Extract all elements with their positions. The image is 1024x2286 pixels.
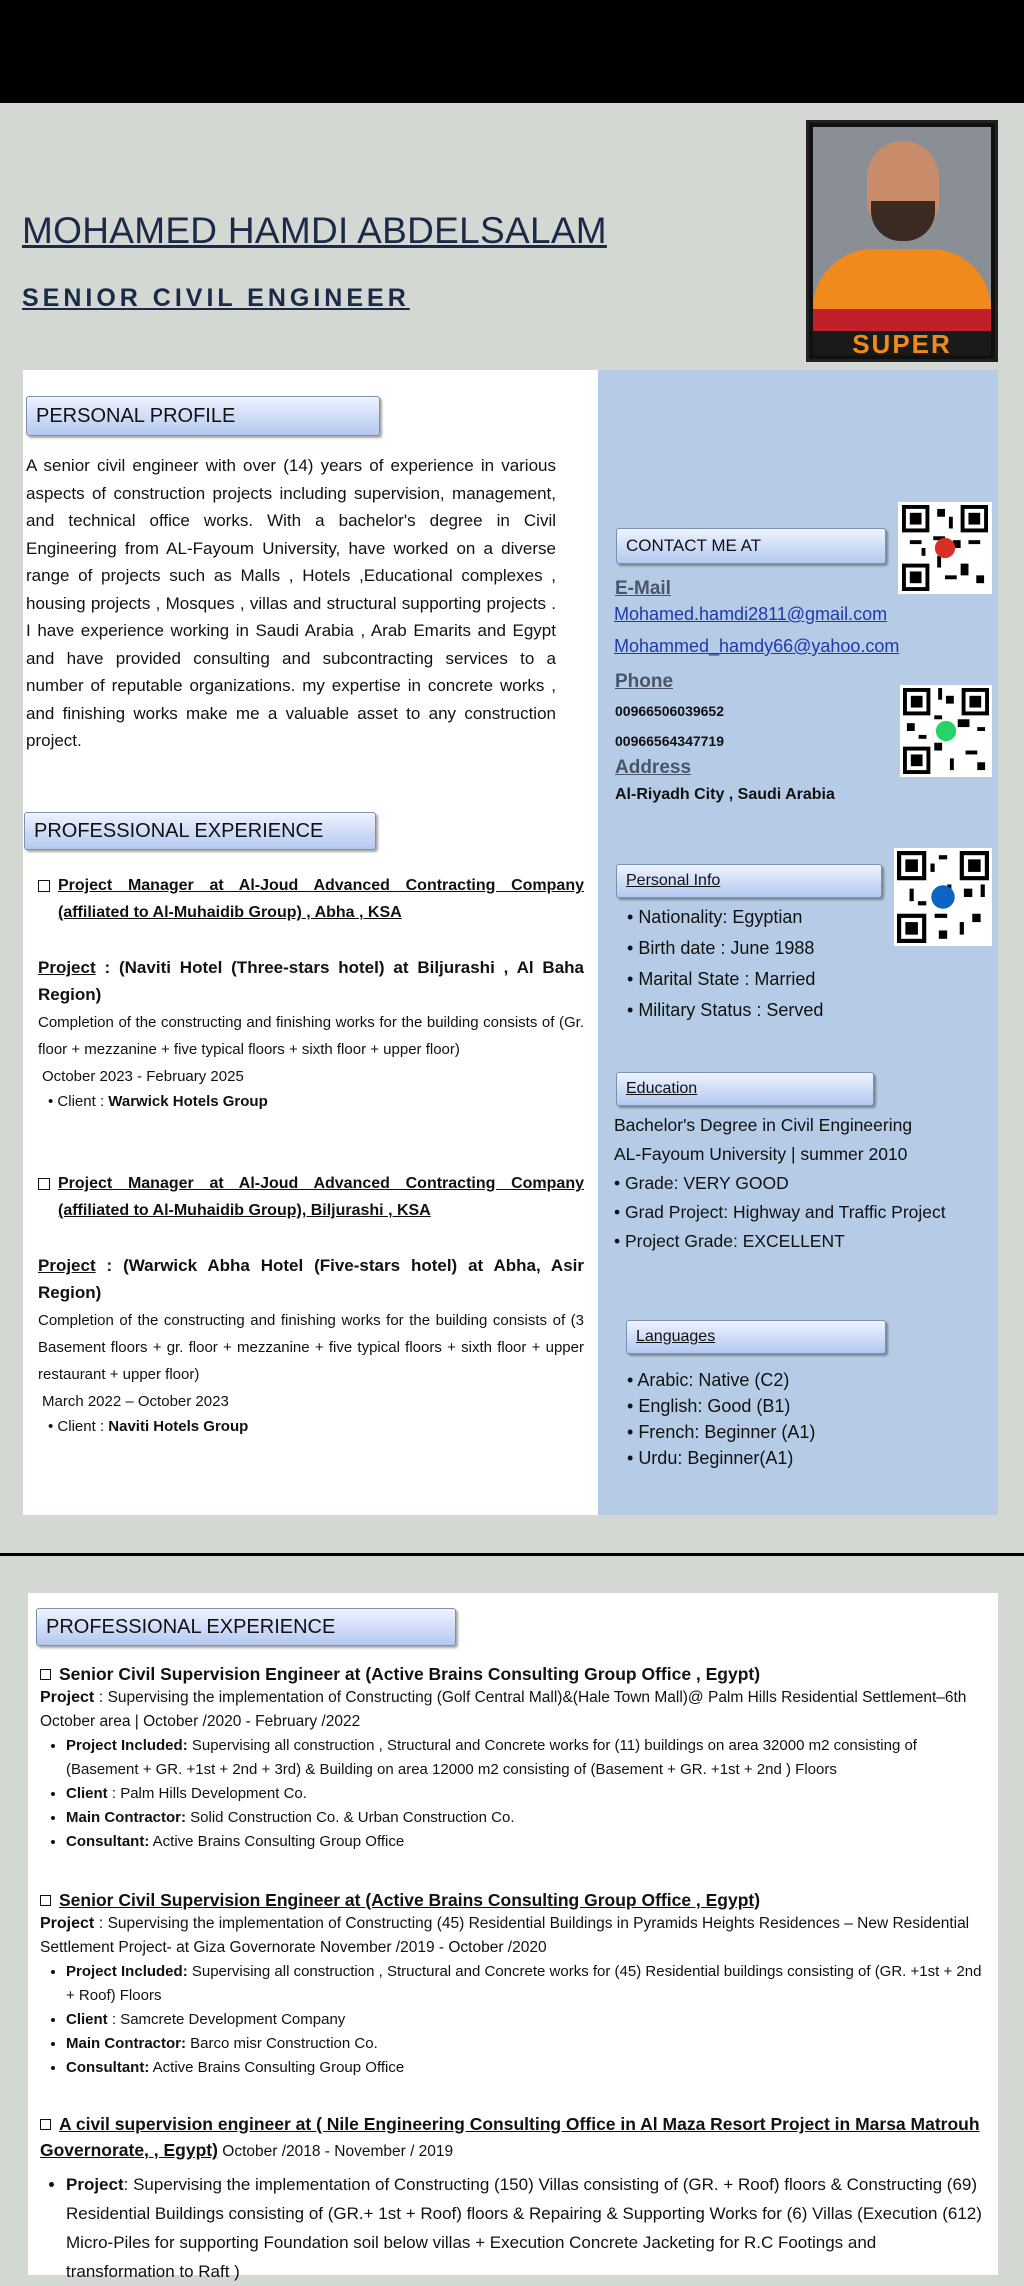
job-title: Project Manager at Al-Joud Advanced Contracting Company (affiliated to Al-Muhaidib Group) , Abha , KSA <box>58 877 584 921</box>
military-status-text: Military Status : Served <box>638 1000 824 1020</box>
phone-number-1: 00966506039652 <box>615 703 725 719</box>
job-dates: October /2018 - November / 2019 <box>217 2143 454 2160</box>
job-title: Senior Civil Supervision Engineer at (Active Brains Consulting Group Office , Egypt) <box>59 1890 761 1910</box>
contractor-label: Main Contractor: <box>66 1809 186 1826</box>
client-name: Palm Hills Development Co. <box>120 1785 307 1802</box>
list-item: • Grad Project: Highway and Traffic Project <box>614 1202 946 1222</box>
project-label: Project <box>40 1915 95 1932</box>
included-label: Project Included: <box>66 1963 188 1980</box>
personal-info-heading: Personal Info <box>616 864 882 898</box>
photo-shirt-text: SUPER <box>852 329 952 359</box>
job-entry <box>38 1170 584 1224</box>
profile-photo <box>806 120 998 362</box>
project-label: Project <box>66 2175 124 2194</box>
project-client: • Client : Naviti Hotels Group <box>48 1418 249 1435</box>
project-description: Supervising the implementation of Constructing (Golf Central Mall)&(Hale Town Mall)@ Palm Hills Residential Settlement–6th October area | October /2020 - February /2022 <box>40 1689 967 1730</box>
address-label: Address <box>615 757 692 778</box>
project-label: Project <box>38 1256 96 1275</box>
job-entry: Senior Civil Supervision Engineer at (Active Brains Consulting Group Office , Egypt) Project : Supervising the implementation of Constructing (45) Residential Buildings in Pyramids Heights Residences – New Residential Settlement Project- at Giza Governorate November /2019 - October /2020 • Project Included: Supervising all construction , Structural and Concrete works for (45) Residential buildings consisting of (GR. +1st + 2nd + Roof) Floors • Client : Samcrete Development Company • Main Contractor: Barco misr Construction Co. • Consultant: Active Brains Consulting Group Office <box>40 1888 988 2080</box>
job-entry <box>40 2112 988 2286</box>
grad-project-text: Grad Project: Highway and Traffic Project <box>625 1202 946 1222</box>
contact-heading: CONTACT ME AT <box>616 528 886 564</box>
client-label: Client <box>66 1785 108 1802</box>
checkbox-bullet-icon <box>40 1895 51 1906</box>
qr-code-whatsapp[interactable] <box>900 685 992 777</box>
qr-code-email[interactable] <box>898 502 992 594</box>
project-description: Supervising the implementation of Constructing (150) Villas consisting of (GR. + Roof) floors & Constructing (69) Residential Buildings consisting of (GR.+ 1st + Roof) floors & Repairing & Supporting Works for (6) Villas (Execution (612) Micro-Piles for supporting Foundation soil below villas + Execution Concrete Jacketing for R.C Footings and transformation to Raft ) <box>66 2175 982 2281</box>
contractor-label: Main Contractor: <box>66 2035 186 2052</box>
list-item: • Client : Samcrete Development Company <box>66 2008 988 2032</box>
job-title: A civil supervision engineer at ( Nile Engineering Consulting Office in Al Maza Resort Project in Marsa Matrouh Governorate, , Egypt) <box>40 2114 980 2160</box>
list-item: • Urdu: Beginner(A1) <box>627 1448 794 1468</box>
contractor-name: Barco misr Construction Co. <box>190 2035 378 2052</box>
list-item: • Arabic: Native (C2) <box>627 1370 790 1390</box>
project-description: Completion of the constructing and finishing works for the building consists of (3 Basement floors + gr. floor + mezzanine + five typical floors + sixth floor + upper restaurant + upper floor) <box>38 1312 584 1383</box>
language-french: French: Beginner (A1) <box>638 1422 816 1442</box>
project-dates: October 2023 - February 2025 <box>42 1068 244 1085</box>
project-name: : (Warwick Abha Hotel (Five-stars hotel) at Abha, Asir Region) <box>38 1256 584 1302</box>
checkbox-bullet-icon <box>40 2119 51 2130</box>
language-arabic: Arabic: Native (C2) <box>637 1370 790 1390</box>
contractor-name: Solid Construction Co. & Urban Construction Co. <box>190 1809 515 1826</box>
project-description: Supervising the implementation of Constructing (45) Residential Buildings in Pyramids Heights Residences – New Residential Settlement Project- at Giza Governorate November /2019 - October /2020 <box>40 1915 970 1956</box>
checkbox-bullet-icon <box>38 880 50 892</box>
candidate-name: MOHAMED HAMDI ABDELSALAM <box>22 210 607 251</box>
language-urdu: Urdu: Beginner(A1) <box>638 1448 794 1468</box>
personal-info-list <box>627 902 823 1026</box>
email-link-gmail[interactable]: Mohamed.hamdi2811@gmail.com <box>614 604 888 624</box>
checkbox-bullet-icon <box>40 1669 51 1680</box>
experience-heading: PROFESSIONAL EXPERIENCE <box>24 812 376 850</box>
consultant-label: Consultant: <box>66 2059 150 2076</box>
list-item: • Project: Supervising the implementation of Constructing (150) Villas consisting of (GR. + Roof) floors & Constructing (69) Residential Buildings consisting of (GR.+ 1st + Roof) floors & Repairing & Supporting Works for (6) Villas (Execution (612) Micro-Piles for supporting Foundation soil below villas + Execution Concrete Jacketing for R.C Footings and transformation to Raft ) <box>66 2170 988 2286</box>
list-item <box>66 2032 988 2056</box>
project-dates: March 2022 – October 2023 <box>42 1393 229 1410</box>
job-entry <box>38 872 584 926</box>
project-description: Completion of the constructing and finishing works for the building consists of (Gr. floor + mezzanine + five typical floors + sixth floor + upper floor) <box>38 1014 584 1058</box>
job-title-row <box>40 2112 988 2164</box>
client-label: Client <box>66 2011 108 2028</box>
email-link-yahoo[interactable]: Mohammed_hamdy66@yahoo.com <box>614 636 900 656</box>
job-title: Project Manager at Al-Joud Advanced Contracting Company (affiliated to Al-Muhaidib Group), Biljurashi , KSA <box>58 1175 584 1219</box>
education-heading: Education <box>616 1072 874 1106</box>
included-text: Supervising all construction , Structural and Concrete works for (45) Residential buildings consisting of (GR. +1st + 2nd + Roof) Floors <box>66 1963 982 2004</box>
project-grade-text: Project Grade: EXCELLENT <box>625 1231 845 1251</box>
list-item: • Military Status : Served <box>627 1000 824 1020</box>
list-item <box>66 2056 988 2080</box>
profile-heading: PERSONAL PROFILE <box>26 396 380 436</box>
client-name: Naviti Hotels Group <box>108 1418 249 1435</box>
job-title-row <box>40 1888 988 1912</box>
list-item <box>66 1734 988 1782</box>
top-black-bar <box>0 0 1024 103</box>
consultant-name: Active Brains Consulting Group Office <box>152 2059 405 2076</box>
degree-text: Bachelor's Degree in Civil Engineering <box>614 1115 913 1135</box>
language-english: English: Good (B1) <box>638 1396 791 1416</box>
list-item: • French: Beginner (A1) <box>627 1422 816 1442</box>
project-name: : (Naviti Hotel (Three-stars hotel) at Biljurashi , Al Baha Region) <box>38 958 584 1004</box>
university-text: AL-Fayoum University | summer 2010 <box>614 1144 908 1164</box>
list-item: • English: Good (B1) <box>627 1396 791 1416</box>
included-label: Project Included: <box>66 1737 188 1754</box>
nationality-text: Nationality: Egyptian <box>638 907 803 927</box>
grade-text: Grade: VERY GOOD <box>625 1173 789 1193</box>
qr-code-linkedin[interactable] <box>894 848 992 946</box>
project-client: • Client : Warwick Hotels Group <box>48 1093 268 1110</box>
client-label: Client : <box>57 1418 109 1435</box>
job-title: SENIOR CIVIL ENGINEER <box>22 284 410 312</box>
phone-number-2: 00966564347719 <box>615 733 725 749</box>
consultant-label: Consultant: <box>66 1833 150 1850</box>
list-item <box>66 1806 988 1830</box>
list-item: • Project Grade: EXCELLENT <box>614 1231 845 1251</box>
education-block <box>614 1111 946 1256</box>
list-item: • Nationality: Egyptian <box>627 907 803 927</box>
consultant-name: Active Brains Consulting Group Office <box>152 1833 405 1850</box>
client-name: Samcrete Development Company <box>120 2011 346 2028</box>
checkbox-bullet-icon <box>38 1178 50 1190</box>
phone-label: Phone <box>615 671 674 692</box>
project-label: Project <box>40 1689 95 1706</box>
job-entry: Senior Civil Supervision Engineer at (Active Brains Consulting Group Office , Egypt) Project : Supervising the implementation of Constructing (Golf Central Mall)&(Hale Town Mall)@ Palm Hills Residential Settlement–6th October area | October /2020 - February /2022 • Project Included: Supervising all construction , Structural and Concrete works for (11) buildings on area 32000 m2 consisting of (Basement + GR. +1st + 2nd + 3rd) & Building on area 12000 m2 consisting of (Basement + GR. +1st + 2nd ) Floors • Client : Palm Hills Development Co. • Main Contractor: Solid Construction Co. & Urban Construction Co. • Consultant: Active Brains Consulting Group Office <box>40 1662 988 1854</box>
job-project <box>38 954 584 1114</box>
list-item: • Birth date : June 1988 <box>627 938 815 958</box>
list-item: • Grade: VERY GOOD <box>614 1173 789 1193</box>
list-item <box>66 1960 988 2008</box>
job-title: Senior Civil Supervision Engineer at (Active Brains Consulting Group Office , Egypt) <box>59 1664 761 1684</box>
languages-list <box>627 1367 815 1471</box>
email-label: E-Mail <box>615 578 671 599</box>
birth-date-text: Birth date : June 1988 <box>638 938 815 958</box>
address-text: Al-Riyadh City , Saudi Arabia <box>615 786 835 803</box>
client-name: Warwick Hotels Group <box>108 1093 268 1110</box>
profile-text: A senior civil engineer with over (14) years of experience in various aspects of construction projects including supervision, management, and technical office works. With a bachelor's degree in Civil Engineering from AL-Fayoum University, have worked on a diverse range of projects such as Malls , Hotels ,Educational complexes , housing projects , Mosques , villas and structural supporting projects . I have experience working in Saudi Arabia , Arab Emarits and Egypt and have provided consulting and subcontracting services to a number of reputable organizations. my expertise in concrete works , and finishing works make me a valuable asset to any construction project. <box>26 456 556 750</box>
project-label: Project <box>38 958 96 977</box>
job-project <box>38 1252 584 1439</box>
job-title-row <box>40 1662 988 1686</box>
page-divider <box>0 1553 1024 1556</box>
experience-heading-2: PROFESSIONAL EXPERIENCE <box>36 1608 456 1646</box>
languages-heading: Languages <box>626 1320 886 1354</box>
list-item: • Marital State : Married <box>627 969 816 989</box>
marital-state-text: Marital State : Married <box>638 969 816 989</box>
client-label: Client : <box>57 1093 109 1110</box>
list-item <box>66 1830 988 1854</box>
list-item: • Client : Palm Hills Development Co. <box>66 1782 988 1806</box>
included-text: Supervising all construction , Structural and Concrete works for (11) buildings on area 32000 m2 consisting of (Basement + GR. +1st + 2nd + 3rd) & Building on area 12000 m2 consisting of (Basement + GR. +1st + 2nd ) Floors <box>66 1737 917 1778</box>
